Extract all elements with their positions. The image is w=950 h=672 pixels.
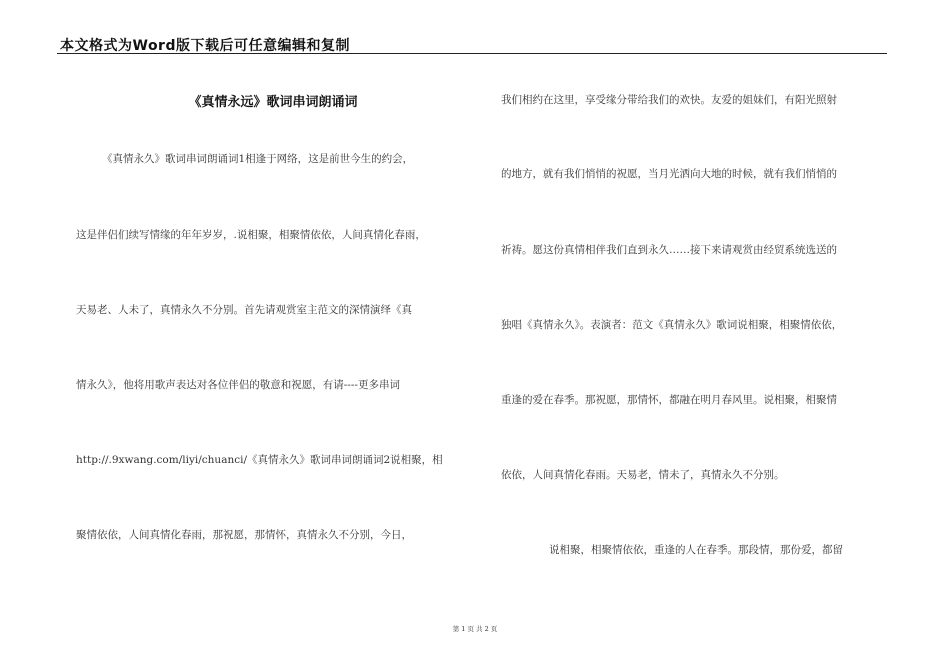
- right-line-5: 重逢的爱在春季。那祝愿，那情怀，都融在明月春风里。说相聚，相聚情: [501, 394, 837, 406]
- document-title: 《真情永远》歌词串词朗诵词: [188, 95, 358, 110]
- left-line-2: 这是伴侣们续写情缘的年年岁岁，.说相聚，相聚情依依，人间真情化春雨，: [76, 229, 426, 241]
- page-header: [57, 34, 887, 54]
- page-footer: 第 1 页 共 2 页: [452, 625, 498, 633]
- left-line-5: http://.9xwang.com/liyi/chuanci/《真情永久》歌词串词朗诵词2说相聚，相: [76, 454, 443, 466]
- header-text: 本文格式为Word版下载后可任意编辑和复制: [60, 38, 350, 54]
- right-line-6: 依依，人间真情化春雨。天易老，情未了，真情永久不分别。: [501, 469, 785, 481]
- right-line-3: 祈祷。愿这份真情相伴我们直到永久……接下来请观赏由经贸系统选送的: [501, 244, 837, 256]
- right-line-7: 说相聚，相聚情依依，重逢的人在春季。那段情，那份爱，都留: [549, 544, 843, 556]
- right-line-4: 独唱《真情永久》。表演者：范文《真情永久》歌词说相聚，相聚情依依，: [501, 319, 843, 331]
- left-line-1: 《真情永久》歌词串词朗诵词1相逢于网络，这是前世今生的约会，: [102, 153, 414, 165]
- left-line-6: 聚情依依，人间真情化春雨，那祝愿，那情怀，真情永久不分别，今日，: [76, 529, 412, 541]
- left-line-4: 情永久》，他将用歌声表达对各位伴侣的敬意和祝愿，有请----更多串词: [76, 379, 400, 391]
- left-line-3: 天易老、人未了，真情永久不分别。首先请观赏室主范文的深情演绎《真: [76, 304, 412, 316]
- right-line-1: 我们相约在这里，享受缘分带给我们的欢快。友爱的姐妹们，有阳光照射: [501, 94, 837, 106]
- right-line-2: 的地方，就有我们悄悄的祝愿，当月光洒向大地的时候，就有我们悄悄的: [501, 168, 837, 180]
